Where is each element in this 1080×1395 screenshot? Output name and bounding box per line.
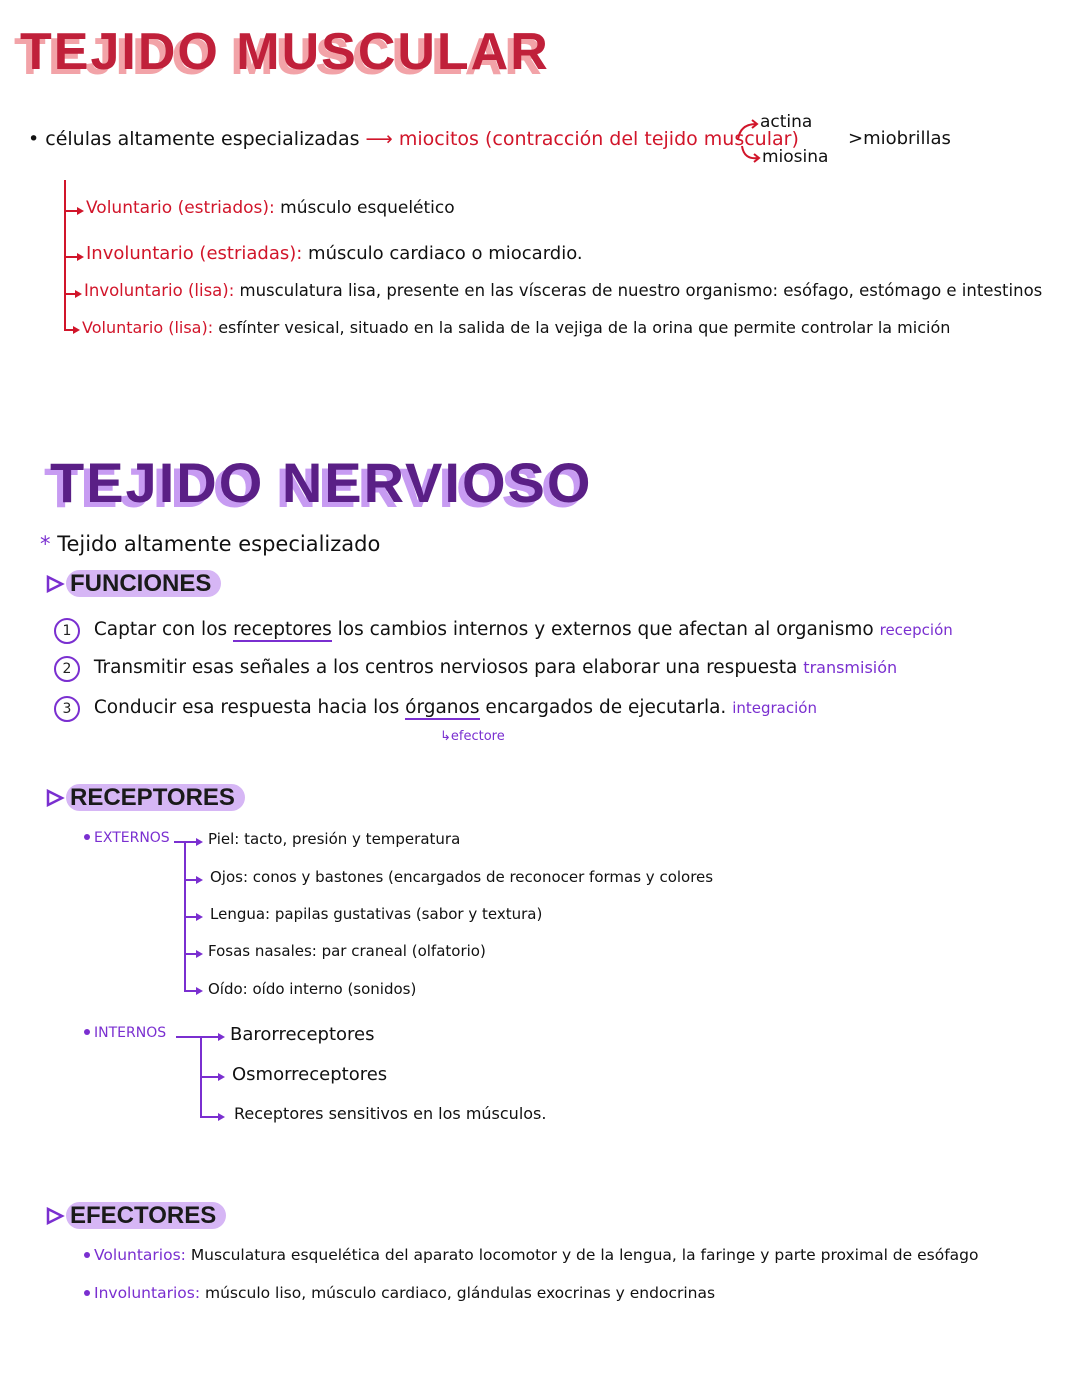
bullet-icon — [84, 1290, 90, 1296]
arrow-icon — [218, 1073, 225, 1081]
externo-item: Oído: oído interno (sonidos) — [208, 980, 417, 998]
muscle-type-label: Involuntario (lisa): — [84, 281, 235, 300]
bracket-tick — [64, 256, 78, 258]
bracket-tick — [200, 1076, 218, 1078]
bullet-icon — [84, 834, 90, 840]
funcion-text: Conducir esa respuesta hacia los — [93, 697, 400, 718]
intro-text: células altamente especializadas — [45, 128, 360, 150]
miobrillas-label: >miobrillas — [848, 128, 951, 149]
star-icon: * — [40, 532, 51, 556]
bullet-icon — [84, 1029, 90, 1035]
section-header-efectores — [46, 1202, 226, 1230]
interno-item: Barorreceptores — [230, 1024, 375, 1045]
muscle-type-label: Voluntario (estriados): — [86, 198, 275, 218]
section-header-funciones — [46, 570, 221, 598]
bracket-tick — [64, 210, 78, 212]
efector-item — [84, 1246, 978, 1264]
number-badge: 3 — [54, 696, 80, 722]
muscle-type-desc: musculatura lisa, presente en las vísceras de nuestro organismo: esófago, estómago e intestinos — [239, 281, 1043, 300]
bracket-tick — [176, 1036, 218, 1038]
efector-desc: Musculatura esquelética del aparato locomotor y de la lengua, la faringe y parte proximal de esófago — [190, 1246, 979, 1264]
arrow-icon — [196, 950, 203, 958]
arrow-icon — [196, 876, 203, 884]
muscle-type-label: Voluntario (lisa): — [82, 318, 214, 337]
arrow-icon — [196, 838, 203, 846]
efector-label: Voluntarios: — [94, 1246, 186, 1264]
funcion-text: Captar con los — [93, 619, 228, 640]
funcion-item — [54, 656, 897, 682]
externos-label — [84, 830, 170, 846]
externo-item: Fosas nasales: par craneal (olfatorio) — [208, 942, 486, 960]
triangle-icon — [46, 789, 66, 807]
muscle-type-item — [82, 318, 950, 337]
note-text: efectore — [450, 729, 505, 744]
bracket-line — [64, 180, 66, 330]
bullet: • — [28, 128, 40, 150]
number-badge: 1 — [54, 618, 80, 644]
page-title-nervioso: TEJIDO NERVIOSO — [50, 451, 593, 514]
arrow-icon — [196, 913, 203, 921]
muscle-type-item — [86, 198, 455, 218]
triangle-icon — [46, 1207, 66, 1225]
funcion-item — [54, 696, 817, 722]
muscle-type-desc: músculo esquelético — [280, 198, 455, 218]
muscle-type-desc: músculo cardiaco o miocardio. — [308, 243, 583, 264]
section-title: EFECTORES — [66, 1202, 226, 1229]
page-title-muscular: TEJIDO MUSCULAR — [20, 23, 550, 81]
intro-text: Tejido altamente especializado — [57, 532, 381, 556]
group-label: INTERNOS — [94, 1025, 167, 1041]
bracket-tick — [184, 879, 196, 881]
externo-item: Piel: tacto, presión y temperatura — [208, 830, 461, 848]
section-title: FUNCIONES — [66, 570, 221, 597]
arrow-icon — [218, 1033, 225, 1041]
bracket-tick — [184, 953, 196, 955]
arrow-icon — [77, 207, 84, 215]
number-badge: 2 — [54, 656, 80, 682]
bracket-tick — [184, 916, 196, 918]
funcion-tag: recepción — [879, 621, 953, 639]
funcion-text: encargados de ejecutarla. — [485, 697, 727, 718]
efector-desc: músculo liso, músculo cardiaco, glándulas exocrinas y endocrinas — [204, 1284, 716, 1302]
funcion-tag: integración — [732, 699, 817, 717]
triangle-icon — [46, 575, 66, 593]
arrow-icon — [77, 253, 84, 261]
internos-label — [84, 1025, 166, 1041]
efector-item — [84, 1284, 715, 1302]
externo-item: Ojos: conos y bastones (encargados de reconocer formas y colores — [210, 868, 714, 886]
muscle-type-label: Involuntario (estriadas): — [86, 243, 303, 264]
actina-label: actina — [760, 112, 813, 132]
muscle-type-item — [86, 243, 583, 264]
arrow-icon — [75, 290, 82, 298]
branch-arrows-icon — [734, 116, 762, 166]
efectore-note — [440, 729, 505, 744]
bullet-icon — [84, 1252, 90, 1258]
arrow-icon: ⟶ — [365, 128, 393, 150]
group-label: EXTERNOS — [94, 830, 170, 846]
nervioso-intro — [40, 532, 380, 556]
externo-item: Lengua: papilas gustativas (sabor y textura) — [210, 905, 543, 923]
return-arrow-icon: ↳ — [440, 729, 451, 744]
section-header-receptores — [46, 784, 245, 812]
arrow-icon — [196, 987, 203, 995]
arrow-icon — [218, 1113, 225, 1121]
funcion-text: los cambios internos y externos que afectan al organismo — [337, 619, 874, 640]
bracket-tick — [184, 990, 196, 992]
funcion-underlined: receptores — [233, 619, 332, 640]
funcion-underlined: órganos — [405, 697, 480, 718]
bracket-tick — [200, 1116, 218, 1118]
muscle-type-desc: esfínter vesical, situado en la salida de la vejiga de la orina que permite controlar la mición — [218, 318, 951, 337]
interno-item: Osmorreceptores — [232, 1064, 388, 1085]
funcion-item — [54, 618, 953, 644]
miocitos-text: miocitos (contracción del tejido muscular) — [398, 128, 799, 150]
interno-item: Receptores sensitivos en los músculos. — [234, 1104, 547, 1123]
miosina-label: miosina — [762, 147, 829, 167]
arrow-icon — [73, 326, 80, 334]
muscle-type-item — [84, 281, 1042, 300]
section-title: RECEPTORES — [66, 784, 245, 811]
funcion-tag: transmisión — [803, 658, 898, 677]
funcion-text: Transmitir esas señales a los centros nerviosos para elaborar una respuesta — [93, 657, 798, 678]
muscular-intro — [28, 128, 799, 150]
efector-label: Involuntarios: — [94, 1284, 201, 1302]
